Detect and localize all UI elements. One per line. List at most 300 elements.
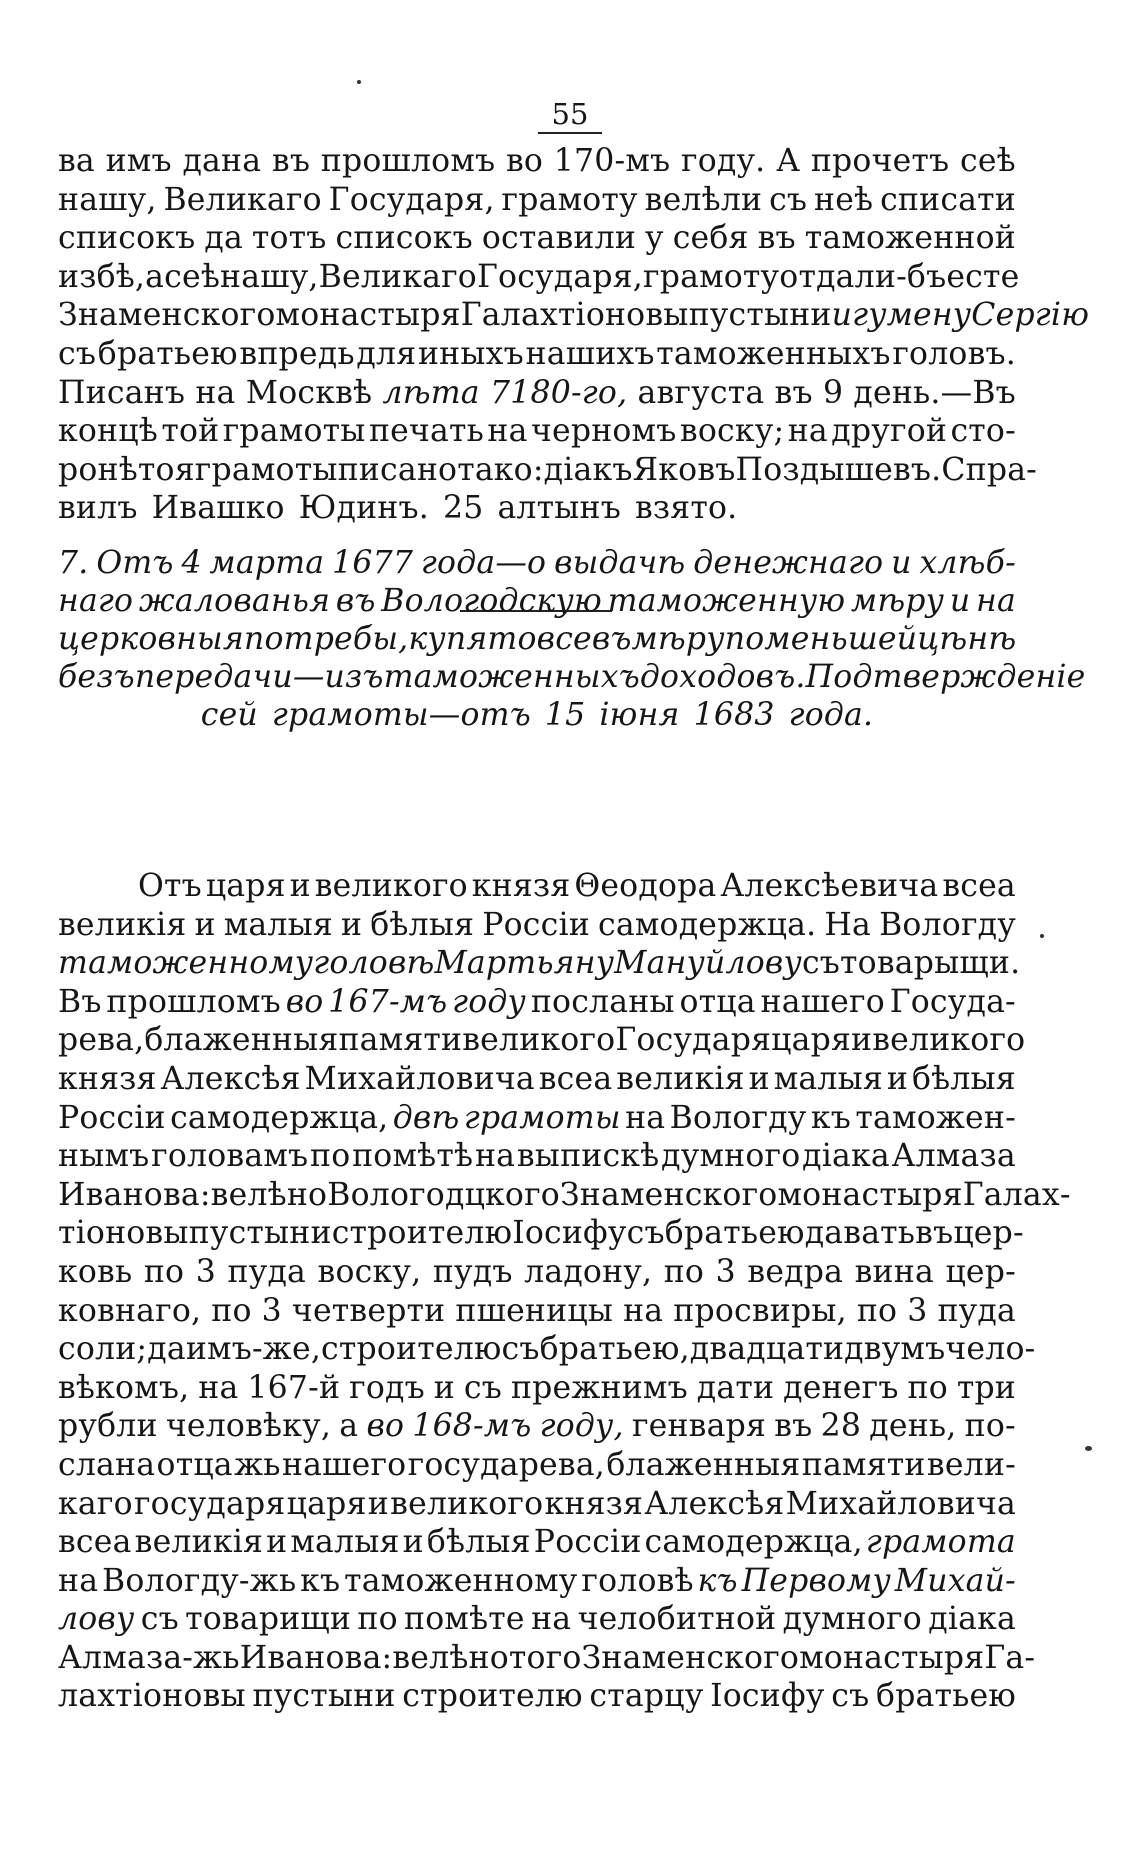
word: пустыни — [688, 297, 832, 334]
word: имъ — [105, 143, 172, 179]
word: братьею, — [539, 1331, 690, 1368]
word: головѣ — [313, 945, 435, 982]
word: съ — [501, 1331, 540, 1368]
word: памяти — [801, 1446, 926, 1483]
word: грамоту — [501, 181, 638, 218]
word: и — [341, 906, 363, 943]
word: къ — [697, 1562, 738, 1599]
word: съ — [626, 1215, 665, 1252]
word: Алмаза — [891, 1138, 1016, 1175]
word: на — [623, 1292, 664, 1329]
word: великого — [462, 1022, 616, 1059]
word: грамоты — [463, 1099, 621, 1136]
word: во — [285, 983, 324, 1020]
word: помѣтѣ — [352, 1138, 474, 1175]
word: головамъ — [151, 1138, 309, 1175]
text-line — [58, 1639, 1036, 1678]
word: діака — [802, 1138, 890, 1175]
word: и — [266, 1524, 288, 1561]
word: съ — [831, 1678, 870, 1715]
word: двадцати — [689, 1331, 845, 1368]
word: цер- — [953, 1215, 1024, 1252]
word: по- — [964, 1408, 1016, 1445]
word: памяти — [338, 1022, 463, 1059]
text-line — [58, 867, 1016, 906]
word: великого — [314, 868, 468, 904]
word: сто- — [950, 413, 1016, 450]
word: генваря — [631, 1408, 767, 1445]
word: Мартьяну — [434, 945, 615, 982]
word: рева, — [58, 1022, 145, 1059]
word: на — [487, 413, 528, 450]
word: по — [310, 1138, 351, 1175]
text-line — [58, 1099, 1016, 1138]
word: воску; — [679, 413, 785, 450]
word: таможенную — [607, 583, 846, 619]
word: по — [357, 1601, 398, 1638]
word: а — [145, 258, 165, 295]
word: денежнаго — [693, 545, 884, 581]
word: Отъ — [96, 545, 174, 581]
text-line — [58, 1369, 1016, 1408]
word: малыя — [773, 1060, 883, 1097]
word: писано — [337, 451, 458, 488]
word: Галахтіоновы — [460, 297, 689, 334]
word: 9 — [822, 374, 844, 411]
word: дати — [696, 1369, 775, 1406]
word: На — [824, 906, 872, 943]
text-line — [58, 544, 1016, 582]
word: Писанъ — [58, 374, 186, 411]
word: братьею — [876, 1678, 1016, 1715]
word: 15 — [544, 697, 586, 733]
text-line — [58, 1446, 1016, 1485]
word: Россіи — [58, 1099, 166, 1136]
word: печать — [368, 413, 484, 450]
word: есте — [946, 258, 1020, 295]
text-line — [58, 142, 1016, 181]
word: просвиры, — [673, 1292, 847, 1329]
word: въ — [774, 374, 813, 411]
word: мѣру — [631, 621, 725, 657]
word: государя — [133, 1485, 286, 1522]
word: 3 — [195, 1253, 216, 1290]
word: каго — [58, 1485, 133, 1522]
word: наго — [58, 583, 134, 619]
text-line — [58, 620, 1016, 658]
word: думного — [782, 1601, 922, 1638]
word: великія — [134, 1524, 264, 1561]
word: дана — [182, 143, 262, 179]
word: Поздышевъ. — [735, 451, 942, 488]
word: грамоты — [194, 451, 338, 488]
word: нашего — [760, 983, 885, 1020]
word: слана — [58, 1446, 156, 1483]
word: тоя — [137, 451, 195, 488]
print-speck — [1085, 1446, 1092, 1451]
text-line — [58, 219, 1016, 258]
text-line — [58, 1176, 1071, 1215]
word: Алексѣя — [160, 1060, 301, 1097]
word: другой — [831, 413, 948, 450]
word: церковныя — [58, 621, 244, 657]
paragraph-1 — [58, 142, 1090, 528]
word: Великаго — [318, 258, 477, 295]
word: оставили — [481, 220, 637, 257]
word: въ — [774, 1408, 813, 1445]
word: взято. — [634, 490, 738, 527]
word: Галах- — [962, 1176, 1071, 1213]
word: 7180-го, — [489, 374, 628, 411]
text-line — [58, 1021, 1026, 1060]
word: пустыни — [252, 1678, 396, 1715]
word: 3 — [907, 1292, 928, 1329]
word: отца — [156, 1446, 233, 1483]
word: малыя — [290, 1524, 400, 1561]
word: великого — [390, 1485, 544, 1522]
word: нымъ — [58, 1138, 150, 1175]
text-line — [58, 1407, 1016, 1446]
word: прочетъ — [810, 143, 950, 179]
word: Га- — [984, 1639, 1036, 1676]
word: годъ — [349, 1369, 425, 1406]
text-line — [58, 258, 1020, 297]
word: блаженныя — [606, 1446, 801, 1483]
word: пудъ — [432, 1253, 513, 1290]
word: Въ — [58, 983, 102, 1020]
word: князя — [58, 1060, 157, 1097]
word: пшеницы — [455, 1292, 614, 1329]
word: строителю — [321, 1331, 502, 1368]
word: на — [58, 1562, 99, 1599]
word: сеѣ — [960, 143, 1016, 179]
word: въ — [915, 1215, 954, 1252]
word: купя — [408, 621, 488, 657]
word: Вологду — [879, 906, 1016, 943]
word: съ — [58, 335, 97, 372]
word: ведра — [747, 1253, 844, 1290]
word: ва — [58, 143, 95, 179]
text-line — [58, 451, 1038, 490]
word: на — [195, 374, 236, 411]
word: той — [161, 413, 220, 450]
word: нашу, — [58, 181, 157, 218]
word: ковнаго, — [58, 1292, 202, 1329]
word: 1677 — [332, 545, 414, 581]
word: Ивашко — [151, 490, 285, 527]
word: велѣно — [392, 1639, 509, 1676]
word: человѣку, — [165, 1408, 332, 1445]
word: іюня — [599, 697, 680, 733]
word: въ — [271, 143, 311, 179]
word: великія — [58, 906, 187, 943]
word: впредь — [239, 335, 355, 372]
word: и — [367, 1485, 389, 1522]
word: ковь — [58, 1253, 133, 1290]
word: помѣте — [404, 1601, 525, 1638]
word: діакъ — [543, 451, 633, 488]
word: на — [198, 1369, 239, 1406]
page-number-text: 55 — [538, 96, 603, 134]
word: выпискѣ — [516, 1138, 660, 1175]
word: иныхъ — [417, 335, 524, 372]
text-line — [58, 582, 1016, 620]
word: головѣ — [581, 1562, 694, 1599]
word: государева, — [407, 1446, 606, 1483]
word: Михайловича — [304, 1060, 535, 1097]
word: посланы — [530, 983, 675, 1020]
word: на — [976, 583, 1016, 619]
word: того — [508, 1639, 582, 1676]
word: товарыщи. — [840, 945, 1021, 982]
word: монастыря — [275, 297, 461, 334]
word: изъ — [324, 659, 384, 695]
word: давать — [804, 1215, 916, 1252]
word: таможен- — [855, 1099, 1016, 1136]
word: по — [724, 621, 765, 657]
word: всеа — [942, 868, 1016, 904]
word: и — [433, 1369, 455, 1406]
word: Знаменского — [559, 1176, 778, 1213]
word: избѣ, — [58, 258, 146, 295]
word: великого — [872, 1022, 1026, 1059]
word: съ — [463, 1369, 502, 1406]
text-line — [58, 1253, 1016, 1292]
word: таможенной — [804, 220, 1016, 257]
word: во — [366, 1408, 405, 1445]
text-line — [58, 944, 1021, 983]
text-line — [58, 1562, 1016, 1601]
word: всеа — [538, 1060, 613, 1097]
word: года—о — [420, 545, 547, 581]
word: нашихъ — [525, 335, 655, 372]
word: 4 — [181, 545, 202, 581]
word: Спра- — [941, 451, 1038, 488]
text-line — [58, 983, 1016, 1022]
word: монастыря — [799, 1639, 985, 1676]
word: діака — [928, 1601, 1016, 1638]
word: меньшей — [764, 621, 918, 657]
word: малыя — [223, 906, 333, 943]
word: безъ — [58, 659, 135, 695]
word: А — [776, 143, 801, 179]
text-line — [58, 296, 1090, 335]
word: и — [289, 868, 311, 904]
text-line — [58, 1137, 1016, 1176]
word: Москвѣ — [245, 374, 373, 411]
word: самодержца, — [170, 1099, 389, 1136]
word: жь — [234, 1446, 281, 1483]
word: передачи — [134, 659, 293, 695]
word: Михайловича — [785, 1485, 1016, 1522]
word: братьею — [97, 335, 238, 372]
word: 7. — [58, 545, 89, 581]
word: тіоновы — [58, 1215, 189, 1252]
text-line — [58, 489, 1016, 528]
word: да — [204, 220, 243, 257]
word: царя — [205, 868, 286, 904]
word: на — [625, 1099, 666, 1136]
word: челобитной — [577, 1601, 777, 1638]
word: строителю — [402, 1678, 583, 1715]
text-line — [58, 1600, 1016, 1639]
word: Госуда- — [889, 983, 1016, 1020]
word: потребы, — [243, 621, 409, 657]
word: съ — [801, 945, 841, 982]
word: черномъ — [530, 413, 677, 450]
word: думного — [661, 1138, 801, 1175]
word: и — [194, 906, 216, 943]
word: вина — [854, 1253, 934, 1290]
word: неѣ — [814, 181, 874, 218]
text-line — [58, 1060, 1016, 1099]
word: года. — [788, 697, 874, 733]
word: Яковъ — [632, 451, 736, 488]
word: прошломъ — [320, 143, 496, 179]
page-number — [0, 96, 1140, 134]
word: князя — [471, 868, 571, 904]
text-line — [58, 374, 1016, 413]
section-heading — [58, 544, 1086, 734]
text-line — [58, 1523, 1016, 1562]
word: воску, — [317, 1253, 422, 1290]
word: 3 — [261, 1292, 282, 1329]
word: грамоты — [222, 413, 366, 450]
word: вели- — [926, 1446, 1016, 1483]
word: 168-мъ — [412, 1408, 532, 1445]
word: князя — [544, 1485, 644, 1522]
word: Россіи — [482, 906, 590, 943]
word: отдали-бъ — [779, 258, 947, 295]
word: сеѣ — [164, 258, 221, 295]
word: и — [886, 1060, 909, 1097]
word: Знаменского — [58, 297, 276, 334]
word: грамоты—отъ — [271, 697, 531, 733]
word: Алексѣевича — [720, 868, 939, 904]
word: году. — [680, 143, 766, 179]
text-line — [58, 1214, 1024, 1253]
word: царя — [771, 1022, 852, 1059]
text-line — [58, 1485, 1016, 1524]
word: прошломъ — [106, 983, 281, 1020]
word: году — [452, 983, 527, 1020]
word: а — [339, 1408, 359, 1445]
word: 25 — [442, 490, 484, 527]
word: лову — [58, 1601, 135, 1638]
word: Знаменского — [581, 1639, 800, 1676]
text-line — [58, 335, 1016, 374]
word: 167-мъ — [328, 983, 448, 1020]
word: Михай- — [894, 1562, 1016, 1599]
word: 167-й — [247, 1369, 341, 1406]
word: четверти — [291, 1292, 446, 1329]
word: самодержца. — [598, 906, 817, 943]
word: Россіи — [533, 1524, 642, 1561]
word: по — [907, 1369, 948, 1406]
word: къ — [300, 1562, 341, 1599]
print-speck — [357, 80, 361, 84]
word: Іосифу — [512, 1215, 627, 1252]
word: и — [748, 1060, 770, 1097]
word: и — [949, 583, 971, 619]
word: блаженныя — [144, 1022, 339, 1059]
word: для — [356, 335, 417, 372]
word: выдачѣ — [554, 545, 686, 581]
word: братьею — [664, 1215, 805, 1252]
word: монастыря — [777, 1176, 963, 1213]
text-line — [58, 1330, 1036, 1369]
word: Государя — [615, 1022, 772, 1059]
word: имъ-же, — [185, 1331, 322, 1368]
word: то — [487, 621, 537, 657]
word: бѣлыя — [911, 1060, 1016, 1097]
word: таможенному — [58, 945, 314, 982]
word: лахтіоновы — [58, 1678, 246, 1715]
word: Вологду-жь — [102, 1562, 297, 1599]
word: хлѣб- — [919, 545, 1016, 581]
word: лѣта — [382, 374, 480, 411]
word: Вологодскую — [381, 583, 602, 619]
word: доходовъ. — [639, 659, 806, 695]
word: вилъ — [58, 490, 138, 527]
word: Іосифу — [710, 1678, 825, 1715]
word: пуда — [937, 1292, 1016, 1329]
word: да — [147, 1331, 186, 1368]
word: во — [505, 143, 544, 179]
word: все — [536, 621, 592, 657]
word: головъ. — [892, 335, 1016, 372]
word: у — [645, 220, 664, 257]
text-line — [58, 906, 1016, 945]
word: ронѣ — [58, 451, 138, 488]
word: концѣ — [58, 413, 158, 450]
word: въ — [335, 583, 376, 619]
word: таможенныхъ — [383, 659, 640, 695]
word: жалованья — [138, 583, 331, 619]
word: нашу, — [220, 258, 319, 295]
word: таможенному — [344, 1562, 578, 1599]
word: 170-мъ — [553, 143, 671, 179]
word: Сергію — [971, 297, 1090, 334]
word: тако: — [457, 451, 544, 488]
word: сей — [200, 697, 258, 733]
word: строителю — [331, 1215, 513, 1252]
word: день, — [869, 1408, 957, 1445]
text-line — [58, 658, 1086, 696]
word: грамоту — [643, 258, 780, 295]
word: себя — [672, 220, 749, 257]
word: Юдинъ. — [298, 490, 429, 527]
word: грамота — [865, 1524, 1016, 1561]
word: на — [531, 1601, 572, 1638]
word: бѣлыя — [370, 906, 475, 943]
word: Иванова: — [58, 1176, 211, 1213]
word: соли; — [58, 1331, 148, 1368]
word: Государя, — [328, 181, 495, 218]
word: Подтвержденіе — [805, 659, 1086, 695]
word: въ — [591, 621, 632, 657]
text-line — [58, 1677, 1016, 1716]
word: Вологодцкого — [327, 1176, 560, 1213]
word: 28 — [820, 1408, 862, 1445]
word: году, — [539, 1408, 624, 1445]
text-line — [58, 1292, 1016, 1331]
word: съ — [769, 181, 808, 218]
word: прежнимъ — [510, 1369, 688, 1406]
word: вѣкомъ, — [58, 1369, 190, 1406]
word: пуда — [227, 1253, 307, 1290]
word: день.—Въ — [853, 374, 1016, 411]
